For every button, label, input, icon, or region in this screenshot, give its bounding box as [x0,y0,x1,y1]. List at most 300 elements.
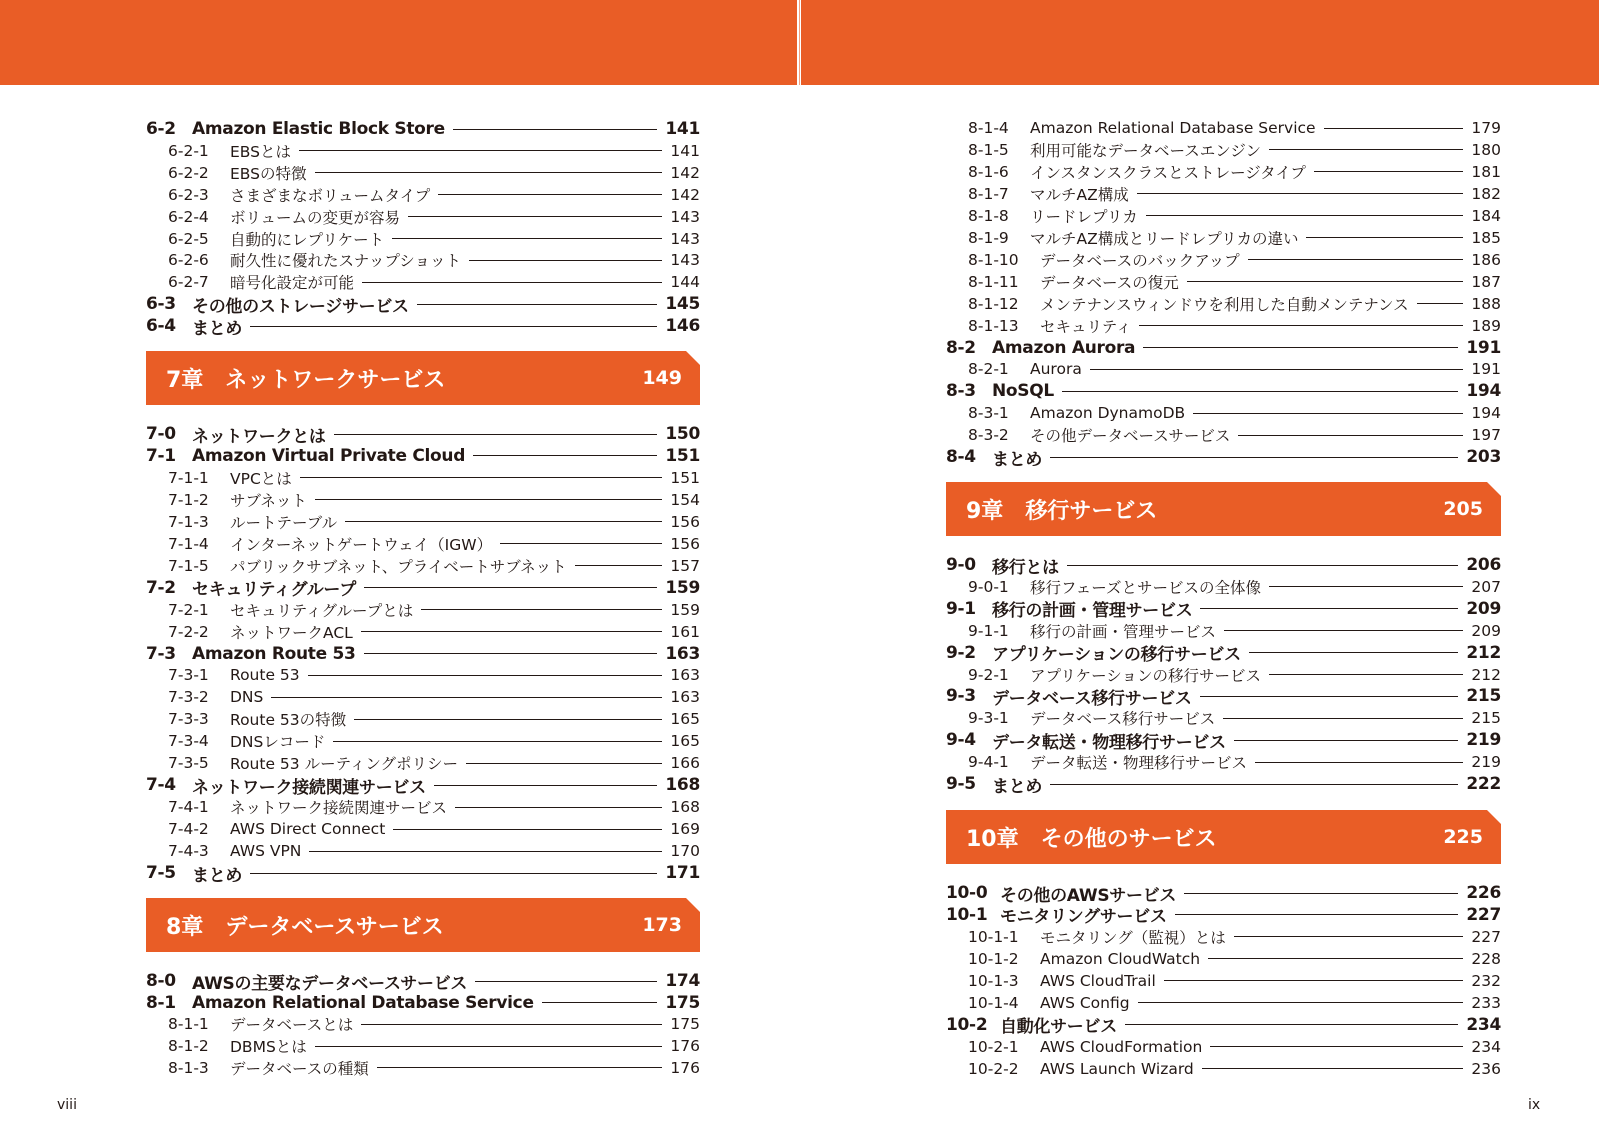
entry-page: 207 [1471,577,1501,596]
entry-page: 142 [670,185,700,204]
entry-page: 219 [1471,753,1501,772]
entry-number: 8-0 [146,971,176,991]
entry-number: 7-4-2 [168,820,209,839]
entry-page: 234 [1466,1014,1501,1035]
entry-number: 6-2-7 [168,273,209,292]
toc-entry[interactable] [946,729,1501,751]
toc-entry[interactable] [946,664,1501,686]
entry-title: パブリックサブネット、プライベートサブネット [230,557,567,576]
leader-line [1314,171,1463,172]
toc-entry[interactable] [146,818,700,840]
toc-entry[interactable] [946,773,1501,795]
toc-entry[interactable] [946,227,1501,249]
toc-entry[interactable] [146,686,700,708]
leader-line [575,565,662,566]
entry-number: 6-2-3 [168,185,209,204]
toc-entry[interactable] [146,467,700,489]
toc-entry[interactable] [946,926,1501,948]
entry-title: Route 53の特徴 [230,711,347,730]
chapter-title: その他のサービス [1040,826,1217,852]
toc-entry[interactable] [146,118,700,140]
chapter-title: データベースサービス [225,914,444,940]
entry-number: 8-1-1 [168,1015,209,1034]
entry-number: 6-3 [146,294,176,315]
toc-entry[interactable] [946,948,1501,970]
entry-number: 10-1-1 [968,927,1019,946]
chapter-7-banner[interactable] [146,351,700,405]
entry-title: DBMSとは [230,1038,307,1057]
entry-title: ボリュームの変更が容易 [230,208,401,227]
toc-entry[interactable] [946,554,1501,576]
chapter-number: 7章 [166,367,204,393]
entry-page: 226 [1466,883,1501,903]
entry-number: 7-3 [146,643,176,664]
leader-line [250,326,657,327]
entry-number: 8-1-5 [968,140,1009,159]
entry-number: 7-3-1 [168,666,209,685]
entry-page: 151 [670,468,700,487]
toc-entry[interactable] [146,1035,700,1057]
entry-page: 227 [1471,927,1501,946]
entry-number: 6-4 [146,316,176,337]
entry-number: 6-2 [146,119,176,139]
entry-page: 187 [1471,272,1501,291]
leader-line [364,587,657,588]
entry-page: 143 [670,251,700,270]
entry-title: NoSQL [992,381,1054,402]
leader-line [1269,586,1463,587]
leader-line [300,477,662,478]
entry-number: 8-3-1 [968,404,1009,423]
entry-title: AWS CloudTrail [1040,971,1156,990]
entry-title: 移行とは [992,557,1059,578]
toc-entry[interactable] [146,599,700,621]
toc-entry[interactable] [146,555,700,577]
entry-page: 146 [665,316,700,337]
entry-page: 194 [1471,404,1501,423]
entry-title: インスタンスクラスとストレージタイプ [1030,163,1306,182]
toc-entry[interactable] [946,315,1501,337]
toc-entry[interactable] [946,751,1501,773]
entry-title: データベースの復元 [1040,273,1179,292]
entry-title: Amazon Relational Database Service [192,992,534,1013]
leader-line [1175,914,1459,915]
entry-number: 6-2-5 [168,229,209,248]
toc-entry[interactable] [946,139,1501,161]
entry-number: 6-2-1 [168,141,209,160]
entry-page: 143 [670,229,700,248]
entry-number: 9-5 [946,774,976,794]
entry-number: 8-1-3 [168,1058,209,1077]
toc-entry[interactable] [946,293,1501,315]
toc-entry[interactable] [146,577,700,599]
toc-entry[interactable] [946,620,1501,642]
toc-entry[interactable] [946,117,1501,139]
entry-number: 7-2 [146,577,176,598]
entry-title: セキュリティグループとは [230,601,414,620]
entry-page: 189 [1471,316,1501,335]
entry-title: AWS Config [1040,993,1130,1012]
leader-line [417,304,658,305]
entry-page: 180 [1471,140,1501,159]
toc-entry[interactable] [146,162,700,184]
entry-title: AWS Direct Connect [230,820,386,839]
entry-page: 191 [1466,337,1501,358]
entry-title: さまざまなボリュームタイプ [230,186,431,205]
entry-title: 自動化サービス [1000,1017,1117,1038]
entry-title: その他のAWSサービス [1000,885,1177,906]
leader-line [1208,958,1463,959]
entry-page: 181 [1471,162,1501,181]
entry-number: 6-2-4 [168,207,209,226]
entry-number: 8-4 [946,447,976,468]
entry-number: 9-0-1 [968,577,1009,596]
left-header-bar [0,0,797,85]
entry-number: 10-2 [946,1014,988,1035]
entry-number: 7-1-4 [168,534,209,553]
toc-entry[interactable] [146,271,700,293]
leader-line [1050,457,1458,458]
page-folio-right: ix [1528,1097,1541,1113]
entry-page: 222 [1466,774,1501,794]
entry-number: 9-2 [946,642,976,663]
entry-title: AWS Launch Wizard [1040,1059,1194,1078]
page-fold [799,0,800,85]
toc-entry[interactable] [946,271,1501,293]
entry-page: 141 [670,141,700,160]
entry-page: 159 [665,577,700,598]
toc-entry[interactable] [146,315,700,337]
toc-entry[interactable] [146,489,700,511]
entry-title: 移行の計画・管理サービス [992,601,1193,622]
leader-line [1200,608,1458,609]
leader-line [377,1067,662,1068]
entry-page: 219 [1466,730,1501,751]
entry-title: その他のストレージサービス [192,296,409,317]
entry-page: 144 [670,273,700,292]
toc-entry[interactable] [146,970,700,992]
chapter-title: ネットワークサービス [225,367,446,393]
toc-entry[interactable] [946,358,1501,380]
entry-number: 7-1-1 [168,468,209,487]
toc-entry[interactable] [946,402,1501,424]
entry-number: 10-1-3 [968,971,1019,990]
leader-line [1138,1002,1463,1003]
toc-entry[interactable] [946,161,1501,183]
entry-page: 163 [670,666,700,685]
entry-title: DNSレコード [230,733,326,752]
entry-page: 166 [670,754,700,773]
entry-title: Route 53 [230,666,300,685]
leader-line [1137,193,1463,194]
entry-page: 170 [670,842,700,861]
toc-entry[interactable] [146,228,700,250]
entry-number: 8-1-13 [968,316,1019,335]
entry-number: 9-4 [946,730,976,751]
entry-number: 9-0 [946,555,976,575]
entry-number: 9-3 [946,686,976,707]
entry-number: 8-3-2 [968,426,1009,445]
entry-title: データ転送・物理移行サービス [992,732,1226,753]
leader-line [1238,435,1463,436]
entry-number: 8-1-10 [968,250,1019,269]
leader-line [1067,565,1459,566]
entry-number: 8-1-4 [968,119,1009,137]
toc-entry[interactable] [146,752,700,774]
leader-line [1146,215,1463,216]
toc-entry[interactable] [946,1014,1501,1036]
entry-title: Amazon DynamoDB [1030,404,1186,423]
entry-page: 168 [670,798,700,817]
entry-number: 9-2-1 [968,665,1009,684]
entry-number: 7-2-1 [168,600,209,619]
toc-entry[interactable] [946,249,1501,271]
leader-line [469,260,662,261]
toc-entry[interactable] [946,970,1501,992]
toc-entry[interactable] [946,205,1501,227]
leader-line [1062,391,1458,392]
toc-entry[interactable] [146,206,700,228]
entry-page: 165 [670,710,700,729]
chapter-page: 205 [1443,498,1483,520]
entry-title: マルチAZ構成 [1030,185,1129,204]
entry-title: リードレプリカ [1030,207,1138,226]
entry-number: 6-2-6 [168,251,209,270]
chapter-10-banner[interactable] [946,810,1501,864]
entry-page: 176 [670,1058,700,1077]
entry-page: 197 [1471,426,1501,445]
entry-number: 8-1-7 [968,184,1009,203]
chapter-page: 149 [642,367,682,389]
entry-title: Aurora [1030,360,1082,379]
leader-line [333,741,662,742]
toc-entry[interactable] [146,664,700,686]
entry-number: 10-1 [946,904,988,925]
entry-page: 209 [1471,621,1501,640]
leader-line [1143,347,1458,348]
entry-title: EBSとは [230,142,291,161]
entry-page: 151 [665,445,700,466]
toc-entry[interactable] [946,337,1501,359]
chapter-title: 移行サービス [1025,498,1158,524]
leader-line [392,238,662,239]
leader-line [1234,936,1463,937]
entry-page: 215 [1466,686,1501,707]
chapter-8-banner[interactable] [146,898,700,952]
chapter-number: 10章 [966,826,1019,852]
entry-page: 185 [1471,228,1501,247]
leader-line [1234,740,1459,741]
toc-entry[interactable] [146,840,700,862]
toc-entry[interactable] [946,1036,1501,1058]
chapter-9-banner[interactable] [946,482,1501,536]
toc-entry[interactable] [946,424,1501,446]
entry-page: 150 [665,424,700,444]
leader-line [361,1024,662,1025]
entry-title: Route 53 ルーティングポリシー [230,755,459,774]
entry-number: 7-0 [146,424,176,444]
leader-line [393,829,662,830]
entry-number: 7-1-2 [168,490,209,509]
leader-line [1248,259,1463,260]
entry-title: 耐久性に優れたスナップショット [230,252,461,271]
entry-number: 8-2 [946,337,976,358]
entry-title: まとめ [192,318,243,339]
chapter-page: 225 [1443,826,1483,848]
toc-entry[interactable] [146,445,700,467]
toc-entry[interactable] [946,992,1501,1014]
toc-entry[interactable] [946,1058,1501,1080]
entry-page: 175 [665,992,700,1013]
leader-line [334,434,658,435]
entry-page: 206 [1466,555,1501,575]
entry-number: 7-4-3 [168,842,209,861]
entry-title: データ転送・物理移行サービス [1030,754,1248,773]
entry-page: 194 [1466,381,1501,402]
entry-title: VPCとは [230,469,292,488]
toc-entry[interactable] [946,642,1501,664]
entry-title: AWS CloudFormation [1040,1037,1203,1056]
leader-line [421,609,662,610]
entry-title: ネットワークとは [192,426,326,447]
leader-line [315,1046,662,1047]
entry-title: ルートテーブル [230,513,338,532]
chapter-page: 173 [642,914,682,936]
entry-number: 8-2-1 [968,360,1009,379]
entry-number: 9-1 [946,598,976,619]
chapter-number: 8章 [166,914,204,940]
leader-line [1184,893,1458,894]
toc-entry[interactable] [146,249,700,271]
entry-title: マルチAZ構成とリードレプリカの違い [1030,229,1299,248]
toc-entry[interactable] [946,904,1501,926]
leader-line [1249,652,1459,653]
entry-page: 188 [1471,294,1501,313]
entry-title: Amazon Virtual Private Cloud [192,445,466,466]
toc-entry[interactable] [946,183,1501,205]
toc-entry[interactable] [146,533,700,555]
entry-page: 176 [670,1037,700,1056]
entry-number: 7-4-1 [168,798,209,817]
toc-entry[interactable] [146,423,700,445]
leader-line [1210,1046,1463,1047]
entry-number: 10-2-1 [968,1037,1019,1056]
toc-entry[interactable] [946,380,1501,402]
toc-entry[interactable] [146,643,700,665]
entry-number: 9-1-1 [968,621,1009,640]
toc-entry[interactable] [146,293,700,315]
entry-page: 184 [1471,206,1501,225]
entry-number: 7-3-5 [168,754,209,773]
entry-number: 8-1-9 [968,228,1009,247]
leader-line [1139,325,1463,326]
entry-title: モニタリング（監視）とは [1040,928,1226,947]
leader-line [1223,718,1463,719]
chapter-number: 9章 [966,498,1004,524]
entry-title: モニタリングサービス [1000,907,1167,928]
leader-line [1193,413,1463,414]
entry-number: 7-3-4 [168,732,209,751]
entry-number: 8-1-2 [168,1037,209,1056]
entry-page: 157 [670,556,700,575]
entry-number: 8-3 [946,381,976,402]
entry-number: 7-3-2 [168,688,209,707]
entry-title: その他データベースサービス [1030,427,1231,446]
leader-line [1306,237,1463,238]
entry-title: Amazon Elastic Block Store [192,119,445,139]
entry-page: 227 [1466,904,1501,925]
toc-entry[interactable] [146,708,700,730]
entry-page: 203 [1466,447,1501,468]
toc-entry[interactable] [146,140,700,162]
entry-page: 232 [1471,971,1501,990]
leader-line [1090,369,1463,370]
leader-line [299,150,662,151]
leader-line [361,631,662,632]
leader-line [364,653,658,654]
toc-entry[interactable] [146,511,700,533]
entry-title: データベースとは [230,1016,354,1035]
toc-entry[interactable] [146,796,700,818]
entry-page: 161 [670,622,700,641]
leader-line [1255,762,1463,763]
entry-title: データベース移行サービス [992,688,1192,709]
toc-entry[interactable] [146,1013,700,1035]
entry-title: Amazon CloudWatch [1040,949,1201,968]
toc-entry[interactable] [946,685,1501,707]
entry-page: 163 [670,688,700,707]
right-header-bar [801,0,1599,85]
toc-entry[interactable] [146,774,700,796]
entry-title: DNS [230,688,264,707]
toc-entry[interactable] [946,576,1501,598]
entry-page: 209 [1466,598,1501,619]
entry-page: 236 [1471,1059,1501,1078]
entry-number: 8-1 [146,992,176,1013]
entry-number: 7-2-2 [168,622,209,641]
entry-title: AWSの主要なデータベースサービス [192,973,468,994]
leader-line [1202,1068,1463,1069]
entry-page: 159 [670,600,700,619]
toc-entry[interactable] [146,730,700,752]
entry-title: インターネットゲートウェイ（IGW） [230,535,493,554]
toc-entry[interactable] [146,1057,700,1079]
entry-number: 7-1 [146,445,176,466]
leader-line [1417,303,1463,304]
entry-number: 7-1-3 [168,512,209,531]
entry-title: ネットワーク接続関連サービス [192,777,426,798]
entry-title: まとめ [992,776,1043,797]
leader-line [362,282,662,283]
leader-line [315,499,662,500]
toc-entry[interactable] [146,862,700,884]
toc-entry[interactable] [146,621,700,643]
entry-title: 自動的にレプリケート [230,230,385,249]
entry-title: AWS VPN [230,842,302,861]
entry-page: 212 [1471,665,1501,684]
toc-entry[interactable] [946,446,1501,468]
entry-page: 179 [1471,119,1501,137]
leader-line [434,785,658,786]
toc-entry[interactable] [946,882,1501,904]
entry-title: データベースの種類 [230,1059,369,1078]
entry-title: 利用可能なデータベースエンジン [1030,141,1261,160]
toc-entry[interactable] [146,992,700,1014]
leader-line [453,129,658,130]
toc-entry[interactable] [946,598,1501,620]
toc-entry[interactable] [946,707,1501,729]
toc-entry[interactable] [146,184,700,206]
